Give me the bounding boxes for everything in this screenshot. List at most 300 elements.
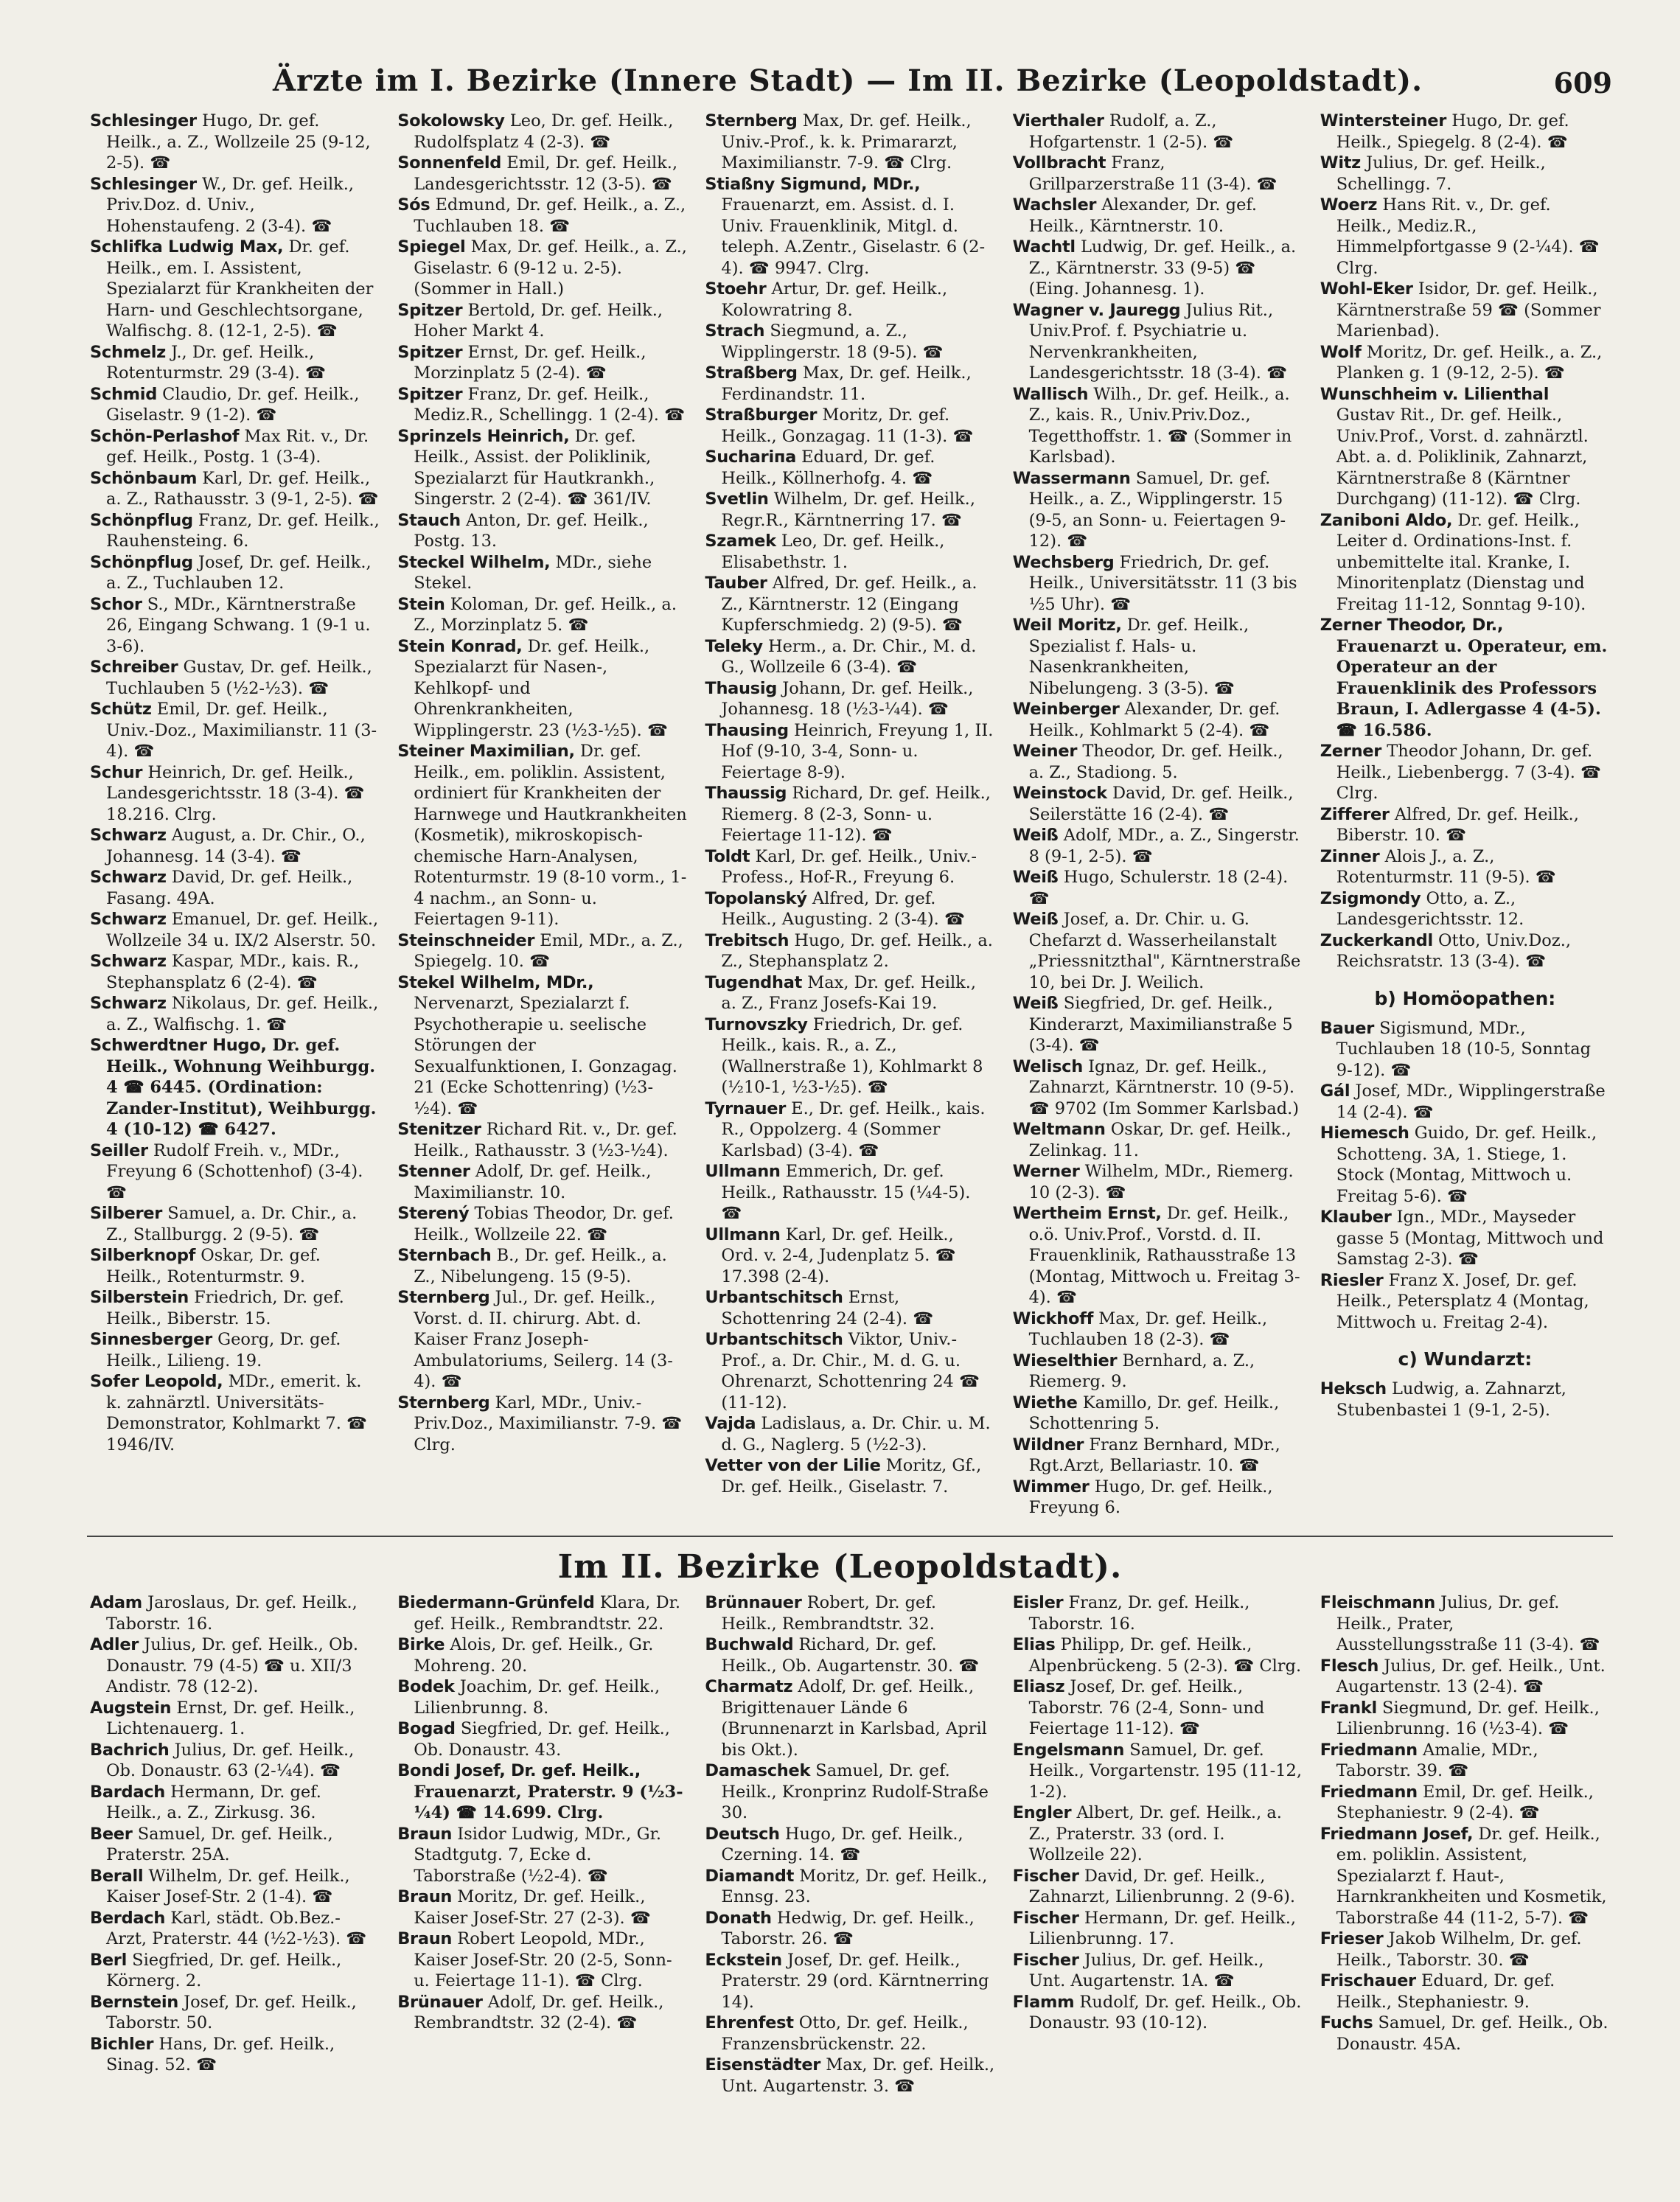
directory-entry xyxy=(1013,1866,1303,1908)
entry-details: Ludwig, Dr. gef. Heilk., a. Z., Kärntnerstr. 33 (9-5) ☎ (Eing. Johannesg. 1). xyxy=(1028,237,1297,299)
entry-details: Franz, Dr. gef. Heilk., Rauhensteing. 6. xyxy=(106,510,380,551)
directory-entry xyxy=(1013,1477,1303,1519)
directory-entry xyxy=(90,1992,380,2034)
entry-details: Sigismund, MDr., Tuchlauben 18 (10-5, Sonntag 9-12). ☎ xyxy=(1336,1018,1592,1080)
directory-entry xyxy=(397,1592,687,1634)
entry-name: Zinner xyxy=(1320,846,1380,866)
entry-details: Emanuel, Dr. gef. Heilk., Wollzeile 34 u. IX/2 Alserstr. 50. xyxy=(106,910,379,950)
directory-entry xyxy=(397,972,687,1120)
entry-details: Moritz, Dr. gef. Heilk., Ennsg. 23. xyxy=(721,1866,988,1906)
entry-name: Engelsmann xyxy=(1012,1740,1125,1760)
directory-entry xyxy=(1320,741,1610,804)
entry-name: Stein xyxy=(397,594,445,614)
directory-entry xyxy=(90,111,380,174)
entry-name: Berall xyxy=(90,1866,144,1886)
directory-entry xyxy=(397,384,687,426)
directory-entry xyxy=(1320,1379,1610,1421)
entry-name: Wertheim Ernst, xyxy=(1012,1204,1162,1223)
entry-name: Steinschneider xyxy=(397,930,535,950)
entry-details: Hermann, Dr. gef. Heilk., a. Z., Zirkusg. 36. xyxy=(106,1782,321,1822)
entry-details: Josef, Dr. gef. Heilk., Taborstr. 50. xyxy=(106,1992,357,2032)
directory-entry xyxy=(705,489,994,531)
entry-details: Josef, Dr. gef. Heilk., Praterstr. 29 (ord. Kärntnerring 14). xyxy=(721,1950,989,2012)
entry-details: Alfred, Dr. gef. Heilk., a. Z., Kärntnerstr. 12 (Eingang Kupferschmiedg. 2) (9-5). ☎ xyxy=(721,574,977,635)
entry-name: Schwerdtner Hugo, xyxy=(90,1036,267,1055)
entry-name: Hiemesch xyxy=(1320,1123,1409,1143)
entry-name: Frischauer xyxy=(1320,1971,1416,1990)
directory-entry xyxy=(1013,993,1303,1056)
entry-name: Schütz xyxy=(90,700,152,719)
entry-details: Herm., a. Dr. Chir., M. d. G., Wollzeile 6 (3-4). ☎ xyxy=(721,636,977,677)
directory-entry xyxy=(705,1866,994,1908)
entry-name: Silberknopf xyxy=(90,1246,196,1265)
entry-details: Oskar, Dr. gef. Heilk., Zelinkag. 11. xyxy=(1028,1120,1292,1160)
directory-entry xyxy=(705,1950,994,2013)
entry-name: Thaussig xyxy=(705,784,787,803)
entry-details: Hans Rit. v., Dr. gef. Heilk., Mediz.R., Himmelpfortgasse 9 (2-¼4). ☎ Clrg. xyxy=(1336,195,1600,278)
entry-name: Eckstein xyxy=(705,1950,782,1970)
entry-details: Wilh., Dr. gef. Heilk., a. Z., kais. R., Univ.Priv.Doz., Tegetthoffstr. 1. ☎ (Sommer in Karlsbad). xyxy=(1028,384,1292,467)
directory-entry xyxy=(1013,468,1303,552)
entry-name: Donath xyxy=(705,1908,772,1928)
directory-column xyxy=(394,111,690,1530)
directory-entry xyxy=(90,699,380,762)
entry-name: Fuchs xyxy=(1320,2013,1373,2032)
directory-entry xyxy=(397,1718,687,1760)
entry-details: Albert, Dr. gef. Heilk., a. Z., Praterstr. 33 (ord. I. Wollzeile 22). xyxy=(1028,1803,1282,1864)
directory-entry xyxy=(705,363,994,405)
entry-details: Max Rit. v., Dr. gef. Heilk., Postg. 1 (3-4). xyxy=(106,426,369,467)
entry-details: Karl, Dr. gef. Heilk., Univ.-Profess., Hof-R., Freyung 6. xyxy=(721,846,977,887)
directory-entry xyxy=(705,636,994,678)
entry-details: Julius, Dr. gef. Heilk., Schellingg. 7. xyxy=(1336,153,1546,194)
entry-name: Weiß xyxy=(1012,868,1059,887)
directory-entry xyxy=(90,594,380,658)
entry-name: Friedmann xyxy=(1320,1740,1418,1760)
directory-entry xyxy=(1013,1309,1303,1351)
directory-entry xyxy=(397,426,687,510)
entry-details: Jakob Wilhelm, Dr. gef. Heilk., Taborstr. 30. ☎ xyxy=(1336,1929,1582,1970)
entry-name: Fischer xyxy=(1012,1866,1079,1886)
entry-details: Amalie, MDr., Taborstr. 39. ☎ xyxy=(1336,1740,1538,1780)
entry-name: Spiegel xyxy=(397,237,466,257)
directory-entry xyxy=(1320,1698,1610,1740)
directory-entry xyxy=(705,1329,994,1413)
entry-name: Eliasz xyxy=(1012,1677,1065,1696)
directory-entry xyxy=(90,1866,380,1908)
directory-entry xyxy=(397,552,687,594)
directory-entry xyxy=(1320,279,1610,342)
directory-entry xyxy=(1320,384,1610,510)
directory-entry xyxy=(705,405,994,447)
directory-entry xyxy=(397,1393,687,1456)
entry-name: Weiß xyxy=(1012,994,1059,1013)
directory-entry xyxy=(705,321,994,363)
entry-details: Claudio, Dr. gef. Heilk., Giselastr. 9 (1-2). ☎ xyxy=(106,384,360,425)
entry-details: Josef, Dr. gef. Heilk., Taborstr. 76 (2-4, Sonn- und Feiertage 11-12). ☎ xyxy=(1028,1677,1265,1738)
directory-entry xyxy=(1320,2013,1610,2055)
directory-entry xyxy=(705,1824,994,1866)
directory-entry xyxy=(90,1035,380,1140)
directory-entry xyxy=(1013,1740,1303,1803)
entry-details: Otto, Dr. gef. Heilk., Franzensbrückenstr. 22. xyxy=(721,2013,969,2054)
directory-entry xyxy=(705,1676,994,1760)
entry-name: Ullmann xyxy=(705,1224,781,1244)
entry-name: Weltmann xyxy=(1012,1120,1106,1139)
entry-details: Karl, MDr., Univ.-Priv.Doz., Maximilianstr. 7-9. ☎ Clrg. xyxy=(414,1393,683,1454)
entry-details: Max, Dr. gef. Heilk., Univ.-Prof., k. k. Primararzt, Maximilianstr. 7-9. ☎ Clrg. xyxy=(721,111,972,173)
entry-name: Adam xyxy=(90,1593,142,1612)
directory-entry xyxy=(705,930,994,972)
entry-name: Stauch xyxy=(397,510,461,530)
directory-entry xyxy=(1013,1950,1303,1992)
entry-name: Silberer xyxy=(90,1204,163,1223)
entry-details: Isidor Ludwig, MDr., Gr. Stadtgutg. 7, Ecke d. Taborstraße (½2-4). ☎ xyxy=(414,1824,662,1886)
directory-entry xyxy=(1013,1992,1303,2034)
entry-details: Josef, MDr., Wipplingerstraße 14 (2-4). ☎ xyxy=(1336,1081,1606,1122)
directory-entry xyxy=(90,1203,380,1245)
entry-name: Vajda xyxy=(705,1414,756,1433)
entry-details: Johann, Dr. gef. Heilk., Johannesg. 18 (½3-¼4). ☎ xyxy=(721,678,974,719)
directory-entry xyxy=(705,279,994,321)
section-bezirk-two xyxy=(87,1592,1613,2189)
entry-name: Wiethe xyxy=(1012,1393,1078,1412)
entry-name: Zuckerkandl xyxy=(1320,930,1433,950)
entry-details: Dr. gef. Heilk., em. poliklin. Assistent, Spezialarzt f. Haut-, Harnkrankheiten und Kosmetik, Taborstraße 44 (11-2, 5-7). ☎ xyxy=(1336,1824,1607,1928)
entry-name: Sternberg xyxy=(397,1288,490,1307)
entry-name: Schwarz xyxy=(90,826,167,845)
directory-entry xyxy=(90,237,380,342)
entry-details: Samuel, Dr. gef. Heilk., Ob. Donaustr. 45A. xyxy=(1336,2013,1608,2054)
entry-name: Wieselthier xyxy=(1012,1351,1118,1370)
entry-details: Kamillo, Dr. gef. Heilk., Schottenring 5. xyxy=(1028,1393,1280,1433)
entry-details: Samuel, Dr. gef. Heilk., Praterstr. 25A. xyxy=(106,1824,333,1864)
directory-entry xyxy=(1320,846,1610,888)
entry-details: Hans, Dr. gef. Heilk., Sinag. 52. ☎ xyxy=(106,2034,335,2074)
directory-entry xyxy=(397,1634,687,1676)
entry-name: Stoehr xyxy=(705,279,767,299)
entry-name: Weinberger xyxy=(1012,700,1120,719)
entry-details: Franz, Dr. gef. Heilk., Taborstr. 16. xyxy=(1028,1593,1250,1634)
entry-name: Wintersteiner xyxy=(1320,111,1447,130)
entry-details: Dr. gef. Heilk., Leiter d. Ordinations-Inst. f. unbemittelte ital. Kranke, I. Minoritenplatz (Dienstag und Freitag 11-12, Sonntag 9-10). xyxy=(1336,510,1586,614)
directory-entry xyxy=(1320,888,1610,930)
entry-details: Kaspar, MDr., kais. R., Stephansplatz 6 (2-4). ☎ xyxy=(106,952,360,992)
directory-entry xyxy=(90,1245,380,1287)
directory-entry xyxy=(1320,1207,1610,1270)
directory-entry xyxy=(90,1782,380,1824)
section-divider xyxy=(87,1536,1613,1537)
entry-name: Woerz xyxy=(1320,195,1378,215)
entry-name: Zsigmondy xyxy=(1320,888,1421,908)
entry-name: Spitzer xyxy=(397,300,463,320)
entry-details: Dr. gef. Heilk., em. poliklin. Assistent, ordiniert für Krankheiten der Harnwege und Hautkrankheiten (Kosmetik), mikroskopisch-chemische Harn-Analysen, Rotenturmstr. 19 (8-10 vorm., 1-4 nachm., an Sonn- u. Feiertagen 9-11). xyxy=(414,742,687,929)
entry-name: Thausing xyxy=(705,720,789,740)
entry-name: Schönbaum xyxy=(90,468,198,488)
entry-details: David, Dr. gef. Heilk., Zahnarzt, Lilienbrunng. 2 (9-6). xyxy=(1028,1866,1296,1906)
directory-entry xyxy=(1013,1056,1303,1120)
entry-details: Emil, Dr. gef. Heilk., Univ.-Doz., Maximilianstr. 11 (3-4). ☎ xyxy=(106,700,377,761)
directory-entry xyxy=(1013,825,1303,867)
entry-name: Brünauer xyxy=(397,1992,483,2012)
entry-name: Urbantschitsch xyxy=(705,1330,843,1349)
entry-details: Siegmund, a. Z., Wipplingerstr. 18 (9-5). ☎ xyxy=(721,321,944,362)
entry-details: MDr., siehe Stekel. xyxy=(414,552,652,593)
directory-entry xyxy=(90,342,380,384)
directory-entry xyxy=(1013,909,1303,993)
entry-details: Emmerich, Dr. gef. Heilk., Rathausstr. 15 (¼4-5). ☎ xyxy=(721,1162,971,1223)
entry-details: Theodor, Dr. gef. Heilk., a. Z., Stadiong. 5. xyxy=(1028,742,1283,782)
entry-name: Sós xyxy=(397,195,431,215)
entry-name: Topolanský xyxy=(705,888,807,908)
directory-entry xyxy=(705,1634,994,1676)
directory-entry xyxy=(397,930,687,972)
entry-name: Frieser xyxy=(1320,1929,1384,1948)
directory-entry xyxy=(1013,300,1303,384)
directory-entry xyxy=(1013,552,1303,616)
directory-entry xyxy=(90,1140,380,1204)
directory-entry xyxy=(90,867,380,909)
section-two-title: Im II. Bezirke (Leopoldstadt). xyxy=(557,1548,1123,1586)
directory-entry xyxy=(705,1014,994,1098)
entry-name: Schwarz xyxy=(90,952,167,971)
entry-details: Joachim, Dr. gef. Heilk., Lilienbrunng. 8. xyxy=(414,1677,661,1718)
entry-name: Weil Moritz, xyxy=(1012,616,1122,635)
directory-column xyxy=(702,1592,997,2189)
entry-details: Guido, Dr. gef. Heilk., Schotteng. 3A, 1. Stiege, 1. Stock (Montag, Mittwoch u. Freitag 5-6). ☎ xyxy=(1336,1123,1597,1206)
entry-name: Stiaßny Sigmund, MDr., xyxy=(705,174,921,194)
directory-entry xyxy=(90,909,380,951)
directory-entry xyxy=(1320,804,1610,846)
entry-name: Schönpflug xyxy=(90,510,193,530)
entry-details: Richard Rit. v., Dr. gef. Heilk., Rathausstr. 3 (½3-½4). xyxy=(414,1120,677,1160)
entry-details: Emil, MDr., a. Z., Spiegelg. 10. ☎ xyxy=(414,930,683,971)
directory-entry xyxy=(1320,1081,1610,1123)
entry-details: Samuel, Dr. gef. Heilk., a. Z., Wipplingerstr. 15 (9-5, an Sonn- u. Feiertagen 9-12). ☎ xyxy=(1028,468,1286,551)
directory-entry xyxy=(705,1413,994,1455)
directory-entry xyxy=(1320,615,1610,741)
entry-name: Bernstein xyxy=(90,1992,178,2012)
directory-entry xyxy=(705,1098,994,1162)
directory-entry xyxy=(90,1698,380,1740)
entry-details: Georg, Dr. gef. Heilk., Lilieng. 19. xyxy=(106,1330,341,1370)
entry-name: Wagner v. Jauregg xyxy=(1012,300,1181,320)
entry-name: Klauber xyxy=(1320,1208,1392,1227)
entry-details: Adolf, MDr., a. Z., Singerstr. 8 (9-1, 2-5). ☎ xyxy=(1028,826,1300,866)
entry-details: Isidor, Dr. gef. Heilk., Kärntnerstraße 59 ☎ (Sommer Marienbad). xyxy=(1336,279,1601,341)
directory-entry xyxy=(1320,195,1610,279)
directory-entry xyxy=(90,1950,380,1992)
entry-name: Sterený xyxy=(397,1204,470,1223)
entry-details: Franz X. Josef, Dr. gef. Heilk., Petersplatz 4 (Montag, Mittwoch u. Freitag 2-4). xyxy=(1336,1270,1589,1332)
directory-entry xyxy=(1320,1971,1610,2013)
entry-details: Moritz, Dr. gef. Heilk., Kaiser Josef-Str. 27 (2-3). ☎ xyxy=(414,1887,651,1928)
entry-name: Wachtl xyxy=(1012,237,1076,257)
directory-entry xyxy=(1013,699,1303,741)
entry-details: Max, Dr. gef. Heilk., Tuchlauben 18 (2-3). ☎ xyxy=(1028,1309,1268,1349)
entry-details: Dr. gef. Heilk., o.ö. Univ.Prof., Vorstd. d. II. Frauenklinik, Rathausstraße 13 (Montag, Mittwoch u. Freitag 3-4). ☎ xyxy=(1028,1204,1300,1307)
directory-entry xyxy=(1013,1435,1303,1477)
directory-entry xyxy=(1320,1123,1610,1207)
directory-entry xyxy=(705,846,994,888)
entry-details: Heinrich, Dr. gef. Heilk., Landesgerichtsstr. 18 (3-4). ☎ 18.216. Clrg. xyxy=(106,762,365,824)
entry-name: Spitzer xyxy=(397,384,463,404)
entry-name: Riesler xyxy=(1320,1270,1384,1290)
entry-details: Theodor Johann, Dr. gef. Heilk., Liebenbergg. 7 (3-4). ☎ Clrg. xyxy=(1336,742,1602,803)
entry-details: Ladislaus, a. Dr. Chir. u. M. d. G., Naglerg. 5 (½2-3). xyxy=(721,1414,991,1454)
directory-entry xyxy=(705,2055,994,2097)
directory-entry xyxy=(90,1634,380,1698)
entry-name: Elias xyxy=(1012,1635,1056,1654)
entry-name: Stenner xyxy=(397,1162,470,1181)
entry-name: Schlesinger xyxy=(90,174,197,194)
entry-details: Viktor, Univ.-Prof., a. Dr. Chir., M. d. G. u. Ohrenarzt, Schottenring 24 ☎ (11-12). xyxy=(721,1330,980,1412)
directory-entry xyxy=(1013,1592,1303,1634)
entry-details: W., Dr. gef. Heilk., Priv.Doz. d. Univ., Hohenstaufeng. 2 (3-4). ☎ xyxy=(106,174,355,236)
entry-name: Sternberg xyxy=(397,1393,490,1412)
directory-entry xyxy=(397,1245,687,1287)
entry-details: Samuel, Dr. gef. Heilk., Vorgartenstr. 195 (11-12, 1-2). xyxy=(1028,1740,1302,1802)
entry-name: Suchariпa xyxy=(705,447,796,467)
entry-details: Frauenarzt, Praterstr. 9 (½3-¼4) ☎ 14.699. Clrg. xyxy=(414,1782,683,1822)
entry-name: Bardach xyxy=(90,1782,165,1802)
entry-name: Friedmann Josef, xyxy=(1320,1824,1474,1844)
directory-entry xyxy=(1320,1824,1610,1929)
directory-entry xyxy=(1320,1270,1610,1334)
entry-name: Zerner xyxy=(1320,742,1382,761)
entry-name: Schlifka Ludwig Max, xyxy=(90,237,284,257)
directory-entry xyxy=(1013,783,1303,825)
entry-name: Teleky xyxy=(705,636,763,656)
entry-details: Otto, a. Z., Landesgerichtsstr. 12. xyxy=(1336,888,1524,929)
entry-name: Spitzer xyxy=(397,342,463,362)
entry-name: Schmelz xyxy=(90,342,166,362)
entry-details: Hugo, Dr. gef. Heilk., a. Z., Wollzeile 25 (9-12, 2-5). ☎ xyxy=(106,111,371,173)
entry-details: Ignaz, Dr. gef. Heilk., Zahnarzt, Kärntnerstr. 10 (9-5). ☎ 9702 (Im Sommer Karlsbad.) xyxy=(1028,1056,1300,1118)
directory-entry xyxy=(397,1119,687,1161)
entry-details: Dr. gef. Heilk., em. I. Assistent, Spezialarzt für Krankheiten der Harn- und Geschlechtsorgane, Walfischg. 8. (12-1, 2-5). ☎ xyxy=(106,237,374,341)
entry-details: MDr., emerit. k. k. zahnärztl. Universitäts-Demonstrator, Kohlmarkt 7. ☎ 1946/IV. xyxy=(106,1372,368,1454)
entry-name: Schmid xyxy=(90,384,158,404)
entry-name: Zifferer xyxy=(1320,804,1390,824)
entry-details: Alfred, Dr. gef. Heilk., Biberstr. 10. ☎ xyxy=(1336,804,1579,845)
entry-details: Hedwig, Dr. gef. Heilk., Taborstr. 26. ☎ xyxy=(721,1908,975,1948)
entry-name: Friedmann xyxy=(1320,1782,1418,1802)
entry-details: Wilhelm, MDr., Riemerg. 10 (2-3). ☎ xyxy=(1028,1162,1294,1202)
directory-entry xyxy=(1320,342,1610,384)
entry-name: Zerner Theodor, Dr., xyxy=(1320,616,1504,635)
entry-details: Edmund, Dr. gef. Heilk., a. Z., Tuchlauben 18. ☎ xyxy=(414,195,686,236)
entry-details: Julius, Dr. gef. Heilk., Unt. Augartenstr. 1A. ☎ xyxy=(1028,1950,1264,1990)
entry-details: Siegmund, Dr. gef. Heilk., Lilienbrunng. 16 (½3-4). ☎ xyxy=(1336,1698,1600,1738)
subsection-heading: c) Wundarzt: xyxy=(1398,1348,1533,1370)
entry-details: Nikolaus, Dr. gef. Heilk., a. Z., Walfischg. 1. ☎ xyxy=(106,994,379,1034)
entry-name: Beer xyxy=(90,1824,133,1844)
entry-name: Braun xyxy=(397,1824,453,1844)
entry-name: Flesch xyxy=(1320,1656,1379,1676)
entry-name: Fleischmann xyxy=(1320,1593,1435,1612)
entry-details: Siegfried, Dr. gef. Heilk., Ob. Donaustr. 43. xyxy=(414,1719,670,1760)
entry-name: Seiller xyxy=(90,1140,148,1160)
directory-entry xyxy=(1013,111,1303,153)
entry-details: Emil, Dr. gef. Heilk., Stephaniestr. 9 (2-4). ☎ xyxy=(1336,1782,1594,1822)
directory-entry xyxy=(1013,1351,1303,1393)
entry-details: Tobias Theodor, Dr. gef. Heilk., Wollzeile 22. ☎ xyxy=(414,1204,674,1244)
entry-details: B., Dr. gef. Heilk., a. Z., Nibelungeng. 15 (9-5). xyxy=(414,1246,667,1286)
entry-name: Tyrnauer xyxy=(705,1098,787,1118)
directory-entry xyxy=(397,510,687,552)
entry-name: Wallisch xyxy=(1012,384,1089,404)
entry-name: Augstein xyxy=(90,1698,172,1718)
directory-entry xyxy=(397,153,687,195)
directory-entry xyxy=(90,825,380,867)
entry-name: Wildner xyxy=(1012,1435,1084,1454)
entry-details: Richard, Dr. gef. Heilk., Riemerg. 8 (2-3, Sonn- u. Feiertage 11-12). ☎ xyxy=(721,784,991,845)
directory-entry xyxy=(1320,1656,1610,1698)
entry-details: Eduard, Dr. gef. Heilk., Köllnerhofg. 4. ☎ xyxy=(721,447,935,488)
entry-name: Vollbracht xyxy=(1012,153,1106,173)
entry-details: Bertold, Dr. gef. Heilk., Hoher Markt 4. xyxy=(414,300,663,341)
directory-entry xyxy=(397,342,687,384)
directory-entry xyxy=(705,111,994,174)
entry-details: Adolf, Dr. gef. Heilk., Rembrandtstr. 32 (2-4). ☎ xyxy=(414,1992,664,2032)
directory-entry xyxy=(705,888,994,930)
entry-details: Samuel, a. Dr. Chir., a. Z., Stallburgg. 2 (9-5). ☎ xyxy=(106,1204,358,1244)
entry-name: Bondi Josef, Dr. gef. Heilk., xyxy=(397,1761,641,1780)
entry-details: Robert Leopold, MDr., Kaiser Josef-Str. 20 (2-5, Sonn- u. Feiertage 11-1). ☎ Clrg. xyxy=(414,1929,672,1990)
entry-details: Philipp, Dr. gef. Heilk., Alpenbrückeng. 5 (2-3). ☎ Clrg. xyxy=(1028,1635,1302,1676)
directory-entry xyxy=(705,720,994,784)
directory-entry xyxy=(397,1161,687,1203)
directory-entry xyxy=(90,762,380,826)
directory-entry xyxy=(1013,1161,1303,1203)
directory-entry xyxy=(1013,1634,1303,1676)
entry-name: Schlesinger xyxy=(90,111,197,130)
entry-details: Siegfried, Dr. gef. Heilk., Kinderarzt, Maximilianstraße 5 (3-4). ☎ xyxy=(1028,994,1293,1055)
directory-entry xyxy=(90,1329,380,1371)
entry-name: Sonnenfeld xyxy=(397,153,502,173)
entry-name: Wimmer xyxy=(1012,1477,1090,1497)
entry-details: Max, Dr. gef. Heilk., Unt. Augartenstr. 3. ☎ xyxy=(721,2055,995,2096)
entry-name: Schwarz xyxy=(90,868,167,887)
entry-name: Wickhoff xyxy=(1012,1309,1094,1328)
entry-details: Rudolf, a. Z., Hofgartenstr. 1 (2-5). ☎ xyxy=(1028,111,1234,152)
directory-entry xyxy=(1013,384,1303,468)
directory-entry xyxy=(90,951,380,993)
directory-entry xyxy=(705,531,994,573)
entry-details: S., MDr., Kärntnerstraße 26, Eingang Schwang. 1 (9-1 u. 3-6). xyxy=(106,594,371,656)
entry-name: Welisch xyxy=(1012,1056,1083,1076)
entry-details: Moritz, Dr. gef. Heilk., Gonzagag. 11 (1-3). ☎ xyxy=(721,405,974,446)
entry-name: Stekel Wilhelm, MDr., xyxy=(397,972,594,992)
entry-name: Berdach xyxy=(90,1908,166,1928)
entry-name: Bachrich xyxy=(90,1740,170,1760)
entry-details: Dr. gef. Heilk., Spezialist f. Hals- u. Nasenkrankheiten, Nibelungeng. 3 (3-5). ☎ xyxy=(1028,616,1249,698)
entry-name: Eisenstädter xyxy=(705,2055,821,2074)
directory-entry xyxy=(1013,615,1303,699)
directory-entry xyxy=(90,552,380,594)
entry-details: Franz, Grillparzerstraße 11 (3-4). ☎ xyxy=(1028,153,1278,194)
entry-name: Urbantschitsch xyxy=(705,1288,843,1307)
directory-entry xyxy=(90,657,380,699)
entry-details: Siegfried, Dr. gef. Heilk., Körnerg. 2. xyxy=(106,1950,342,1990)
entry-details: Alfred, Dr. gef. Heilk., Augusting. 2 (3-4). ☎ xyxy=(721,888,966,929)
entry-details: Hermann, Dr. gef. Heilk., Lilienbrunng. 17. xyxy=(1028,1908,1297,1948)
entry-name: Biedermann-Grünfeld xyxy=(397,1593,595,1612)
entry-details: Adolf, Dr. gef. Heilk., Brigittenauer Lände 6 (Brunnenarzt in Karlsbad, April bis Okt.). xyxy=(721,1677,987,1760)
directory-entry xyxy=(90,1371,380,1455)
entry-details: Wilhelm, Dr. gef. Heilk., Regr.R., Kärntnerring 17. ☎ xyxy=(721,489,975,530)
